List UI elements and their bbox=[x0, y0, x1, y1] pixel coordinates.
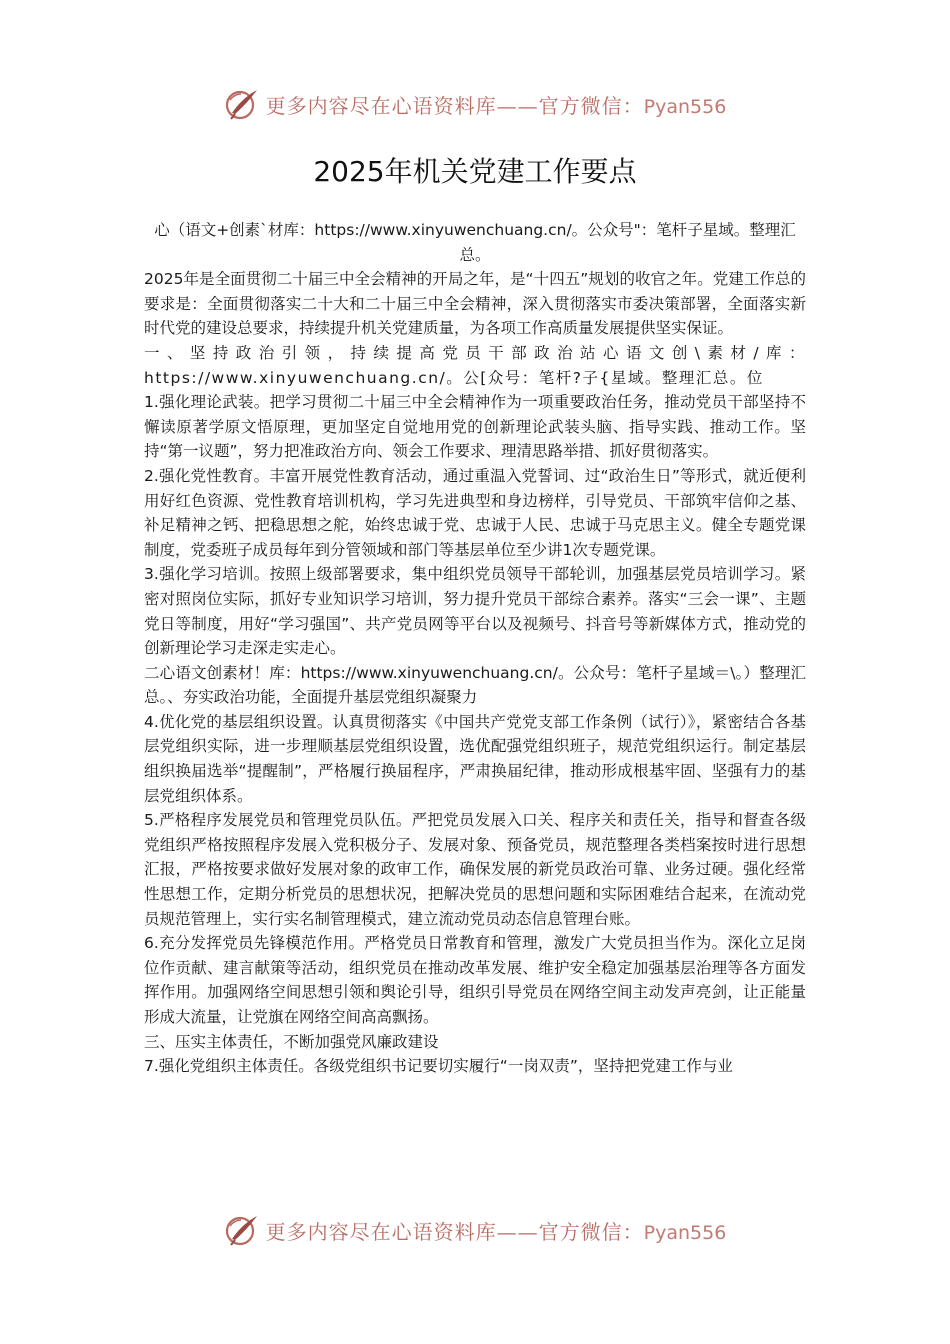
section-heading-2: 二心语文创素材！库：https://www.xinyuwenchuang.cn/。公众号：笔杆子星域＝\。）整理汇总。、夯实政治功能，全面提升基层党组织凝聚力 bbox=[144, 663, 806, 707]
paragraph-item-6: 6.充分发挥党员先锋模范作用。严格党员日常教育和管理，激发广大党员担当作为。深化立足岗位作贡献、建言献策等活动，组织党员在推动改革发展、维护安全稳定加强基层治理等各方面发挥作用。加强网络空间思想引领和舆论引导，组织引导党员在网络空间主动发声亮剑，让正能量形成大流量，让党旗在网络空间高高飘扬。 bbox=[144, 934, 806, 1026]
paragraph-item-2: 2.强化党性教育。丰富开展党性教育活动，通过重温入党誓词、过“政治生日”等形式，就近便利用好红色资源、党性教育培训机构，学习先进典型和身边榜样，引导党员、干部筑牢信仰之基、补足精神之钙、把稳思想之舵，始终忠诚于党、忠诚于人民、忠诚于马克思主义。健全专题党课制度，党委班子成员每年到分管领域和部门等基层单位至少讲1次专题党课。 bbox=[144, 466, 806, 559]
paragraph-item-1: 1.强化理论武装。把学习贯彻二十届三中全会精神作为一项重要政治任务，推动党员干部坚持不懈读原著学原文悟原理，更加坚定自觉地用党的创新理论武装头脑、指导实践、推动工作。坚持“第一议题”，努力把准政治方向、领会工作要求、理清思路举措、抓好贯彻落实。 bbox=[144, 393, 806, 461]
watermark-text: 更多内容尽在心语资料库——官方微信：Pyan556 bbox=[265, 93, 727, 118]
source-line: 心（语文+创素`材库：https://www.xinyuwenchuang.cn/。公众号"：笔杆子星域。整理汇总。 bbox=[154, 221, 796, 264]
paragraph-item-3: 3.强化学习培训。按照上级部署要求，集中组织党员领导干部轮训，加强基层党员培训学习。紧密对照岗位实际，抓好专业知识学习培训，努力提升党员干部综合素养。落实“三会一课”、主题党日等制度，用好“学习强国”、共产党员网等平台以及视频号、抖音号等新媒体方式，推动党的创新理论学习走深走实走心。 bbox=[144, 565, 806, 658]
section-heading-1: 一、坚持政治引领，持续提高党员干部政治站心语文创\素材/库：https://www.xinyuwenchuang.cn/。公[众号：笔杆?子{星域。整理汇总。位 bbox=[144, 343, 806, 387]
paragraph-item-5: 5.严格程序发展党员和管理党员队伍。严把党员发展入口关、程序关和责任关，指导和督查各级党组织严格按照程序发展入党积极分子、发展对象、预备党员，规范整理各类档案按时进行思想汇报，严格按要求做好发展对象的政审工作，确保发展的新党员政治可靠、业务过硬。强化经常性思想工作，定期分析党员的思想状况，把解决党员的思想问题和实际困难结合起来，在流动党员规范管理上，实行实名制管理模式，建立流动党员动态信息管理台账。 bbox=[144, 811, 806, 928]
intro-paragraph: 2025年是全面贯彻二十届三中全会精神的开局之年，是“十四五”规划的收官之年。党建工作总的要求是：全面贯彻落实二十大和二十届三中全会精神，深入贯彻落实市委决策部署，全面落实新时代党的建设总要求，持续提升机关党建质量，为各项工作高质量发展提供坚实保证。 bbox=[144, 270, 806, 338]
paragraph-item-7: 7.强化党组织主体责任。各级党组织书记要切实履行“一岗双责”，坚持把党建工作与业 bbox=[144, 1057, 733, 1076]
section-heading-3: 三、压实主体责任，不断加强党风廉政建设 bbox=[144, 1032, 439, 1051]
watermark-wechat-id: Pyan556 bbox=[643, 1221, 727, 1244]
document-title: 2025年机关党建工作要点 bbox=[313, 155, 637, 188]
watermark-banner-top bbox=[0, 84, 950, 124]
quill-logo-icon bbox=[224, 1212, 260, 1248]
watermark-text: 更多内容尽在心语资料库——官方微信：Pyan556 bbox=[265, 1219, 727, 1244]
quill-logo-icon bbox=[224, 86, 260, 122]
watermark-banner-bottom bbox=[0, 1210, 950, 1250]
paragraph-item-4: 4.优化党的基层组织设置。认真贯彻落实《中国共产党党支部工作条例（试行）》，紧密结合各基层党组织实际，进一步理顺基层党组织设置，选优配强党组织班子，规范党组织运行。制定基层组织换届选举“提醒制”，严格履行换届程序，严肃换届纪律，推动形成根基牢固、坚强有力的基层党组织体系。 bbox=[144, 712, 806, 805]
watermark-wechat-id: Pyan556 bbox=[643, 95, 727, 118]
document-body bbox=[144, 218, 806, 1079]
